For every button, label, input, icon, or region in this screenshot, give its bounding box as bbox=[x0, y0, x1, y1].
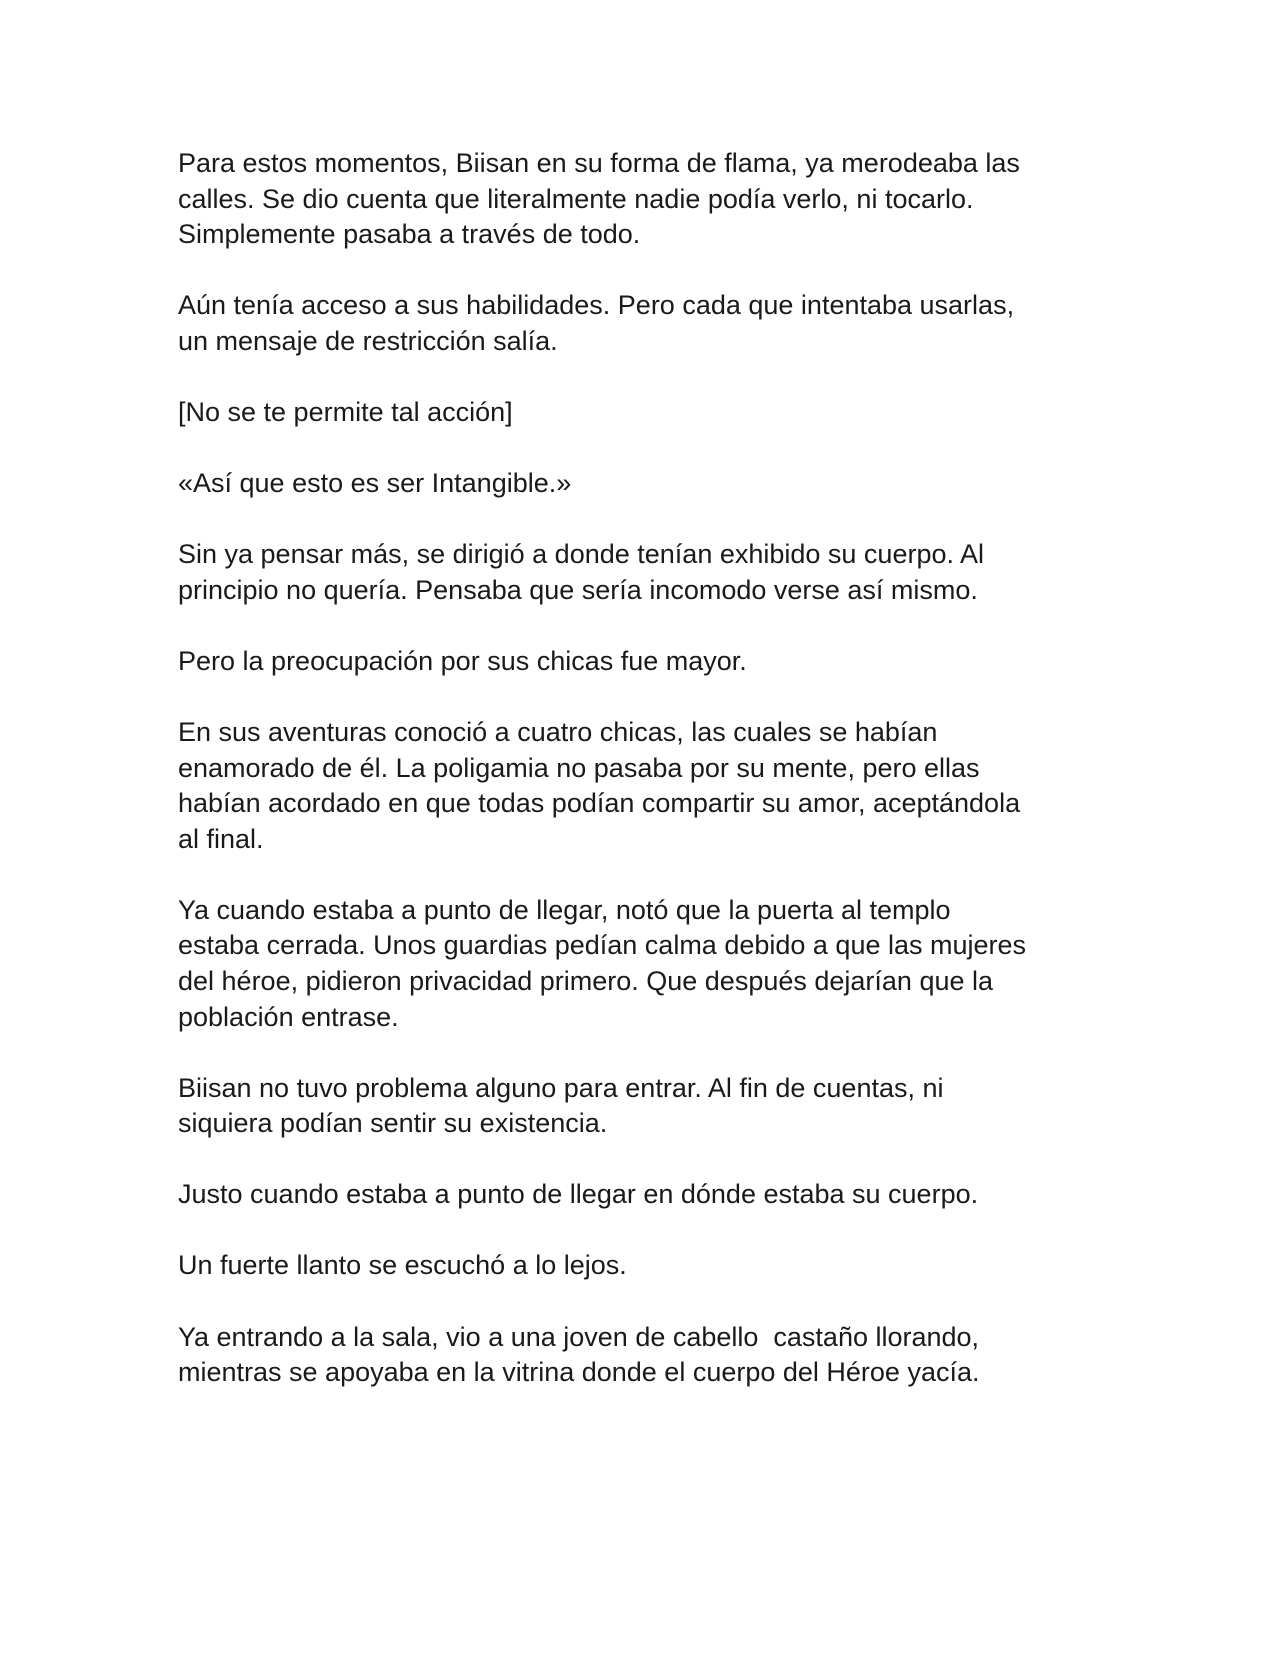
text-line: Ya entrando a la sala, vio a una joven de cabello castaño llorando, bbox=[178, 1321, 980, 1352]
text-line: Un fuerte llanto se escuchó a lo lejos. bbox=[178, 1250, 627, 1281]
text-line: mientras se apoyaba en la vitrina donde el cuerpo del Héroe yacía. bbox=[178, 1357, 980, 1388]
text-line: «Así que esto es ser Intangible.» bbox=[178, 468, 572, 499]
paragraph bbox=[178, 715, 1108, 857]
text-line: calles. Se dio cuenta que literalmente nadie podía verlo, ni tocarlo. bbox=[178, 183, 974, 214]
text-line: Pero la preocupación por sus chicas fue mayor. bbox=[178, 645, 747, 676]
paragraph bbox=[178, 1320, 1108, 1391]
text-line: En sus aventuras conoció a cuatro chicas, las cuales se habían bbox=[178, 716, 938, 747]
text-line: población entrase. bbox=[178, 1001, 399, 1032]
paragraph bbox=[178, 893, 1108, 1035]
system-message bbox=[178, 395, 1108, 431]
thought-quote bbox=[178, 466, 1108, 502]
text-line: Biisan no tuvo problema alguno para entrar. Al fin de cuentas, ni bbox=[178, 1072, 944, 1103]
paragraph bbox=[178, 1071, 1108, 1142]
paragraph bbox=[178, 644, 1108, 680]
text-line: al final. bbox=[178, 823, 264, 854]
text-line: siquiera podían sentir su existencia. bbox=[178, 1108, 608, 1139]
text-line: un mensaje de restricción salía. bbox=[178, 325, 558, 356]
text-line: [No se te permite tal acción] bbox=[178, 396, 513, 427]
text-line: Sin ya pensar más, se dirigió a donde tenían exhibido su cuerpo. Al bbox=[178, 539, 985, 570]
text-line: Justo cuando estaba a punto de llegar en dónde estaba su cuerpo. bbox=[178, 1179, 979, 1210]
document-body bbox=[178, 146, 1108, 1426]
text-line: Para estos momentos, Biisan en su forma de flama, ya merodeaba las bbox=[178, 148, 1020, 178]
paragraph bbox=[178, 1248, 1108, 1284]
text-line: Simplemente pasaba a través de todo. bbox=[178, 219, 641, 250]
text-line: del héroe, pidieron privacidad primero. Que después dejarían que la bbox=[178, 966, 994, 996]
text-line: Aún tenía acceso a sus habilidades. Pero cada que intentaba usarlas, bbox=[178, 290, 1015, 321]
text-line: estaba cerrada. Unos guardias pedían calma debido a que las mujeres bbox=[178, 930, 1027, 961]
paragraph bbox=[178, 288, 1108, 359]
paragraph bbox=[178, 146, 1108, 253]
paragraph bbox=[178, 537, 1108, 608]
text-line: principio no quería. Pensaba que sería incomodo verse así mismo. bbox=[178, 574, 978, 605]
text-line: Ya cuando estaba a punto de llegar, notó que la puerta al templo bbox=[178, 894, 951, 925]
text-line: enamorado de él. La poligamia no pasaba por su mente, pero ellas bbox=[178, 752, 980, 783]
text-line: habían acordado en que todas podían compartir su amor, aceptándola bbox=[178, 788, 1021, 819]
paragraph bbox=[178, 1177, 1108, 1213]
